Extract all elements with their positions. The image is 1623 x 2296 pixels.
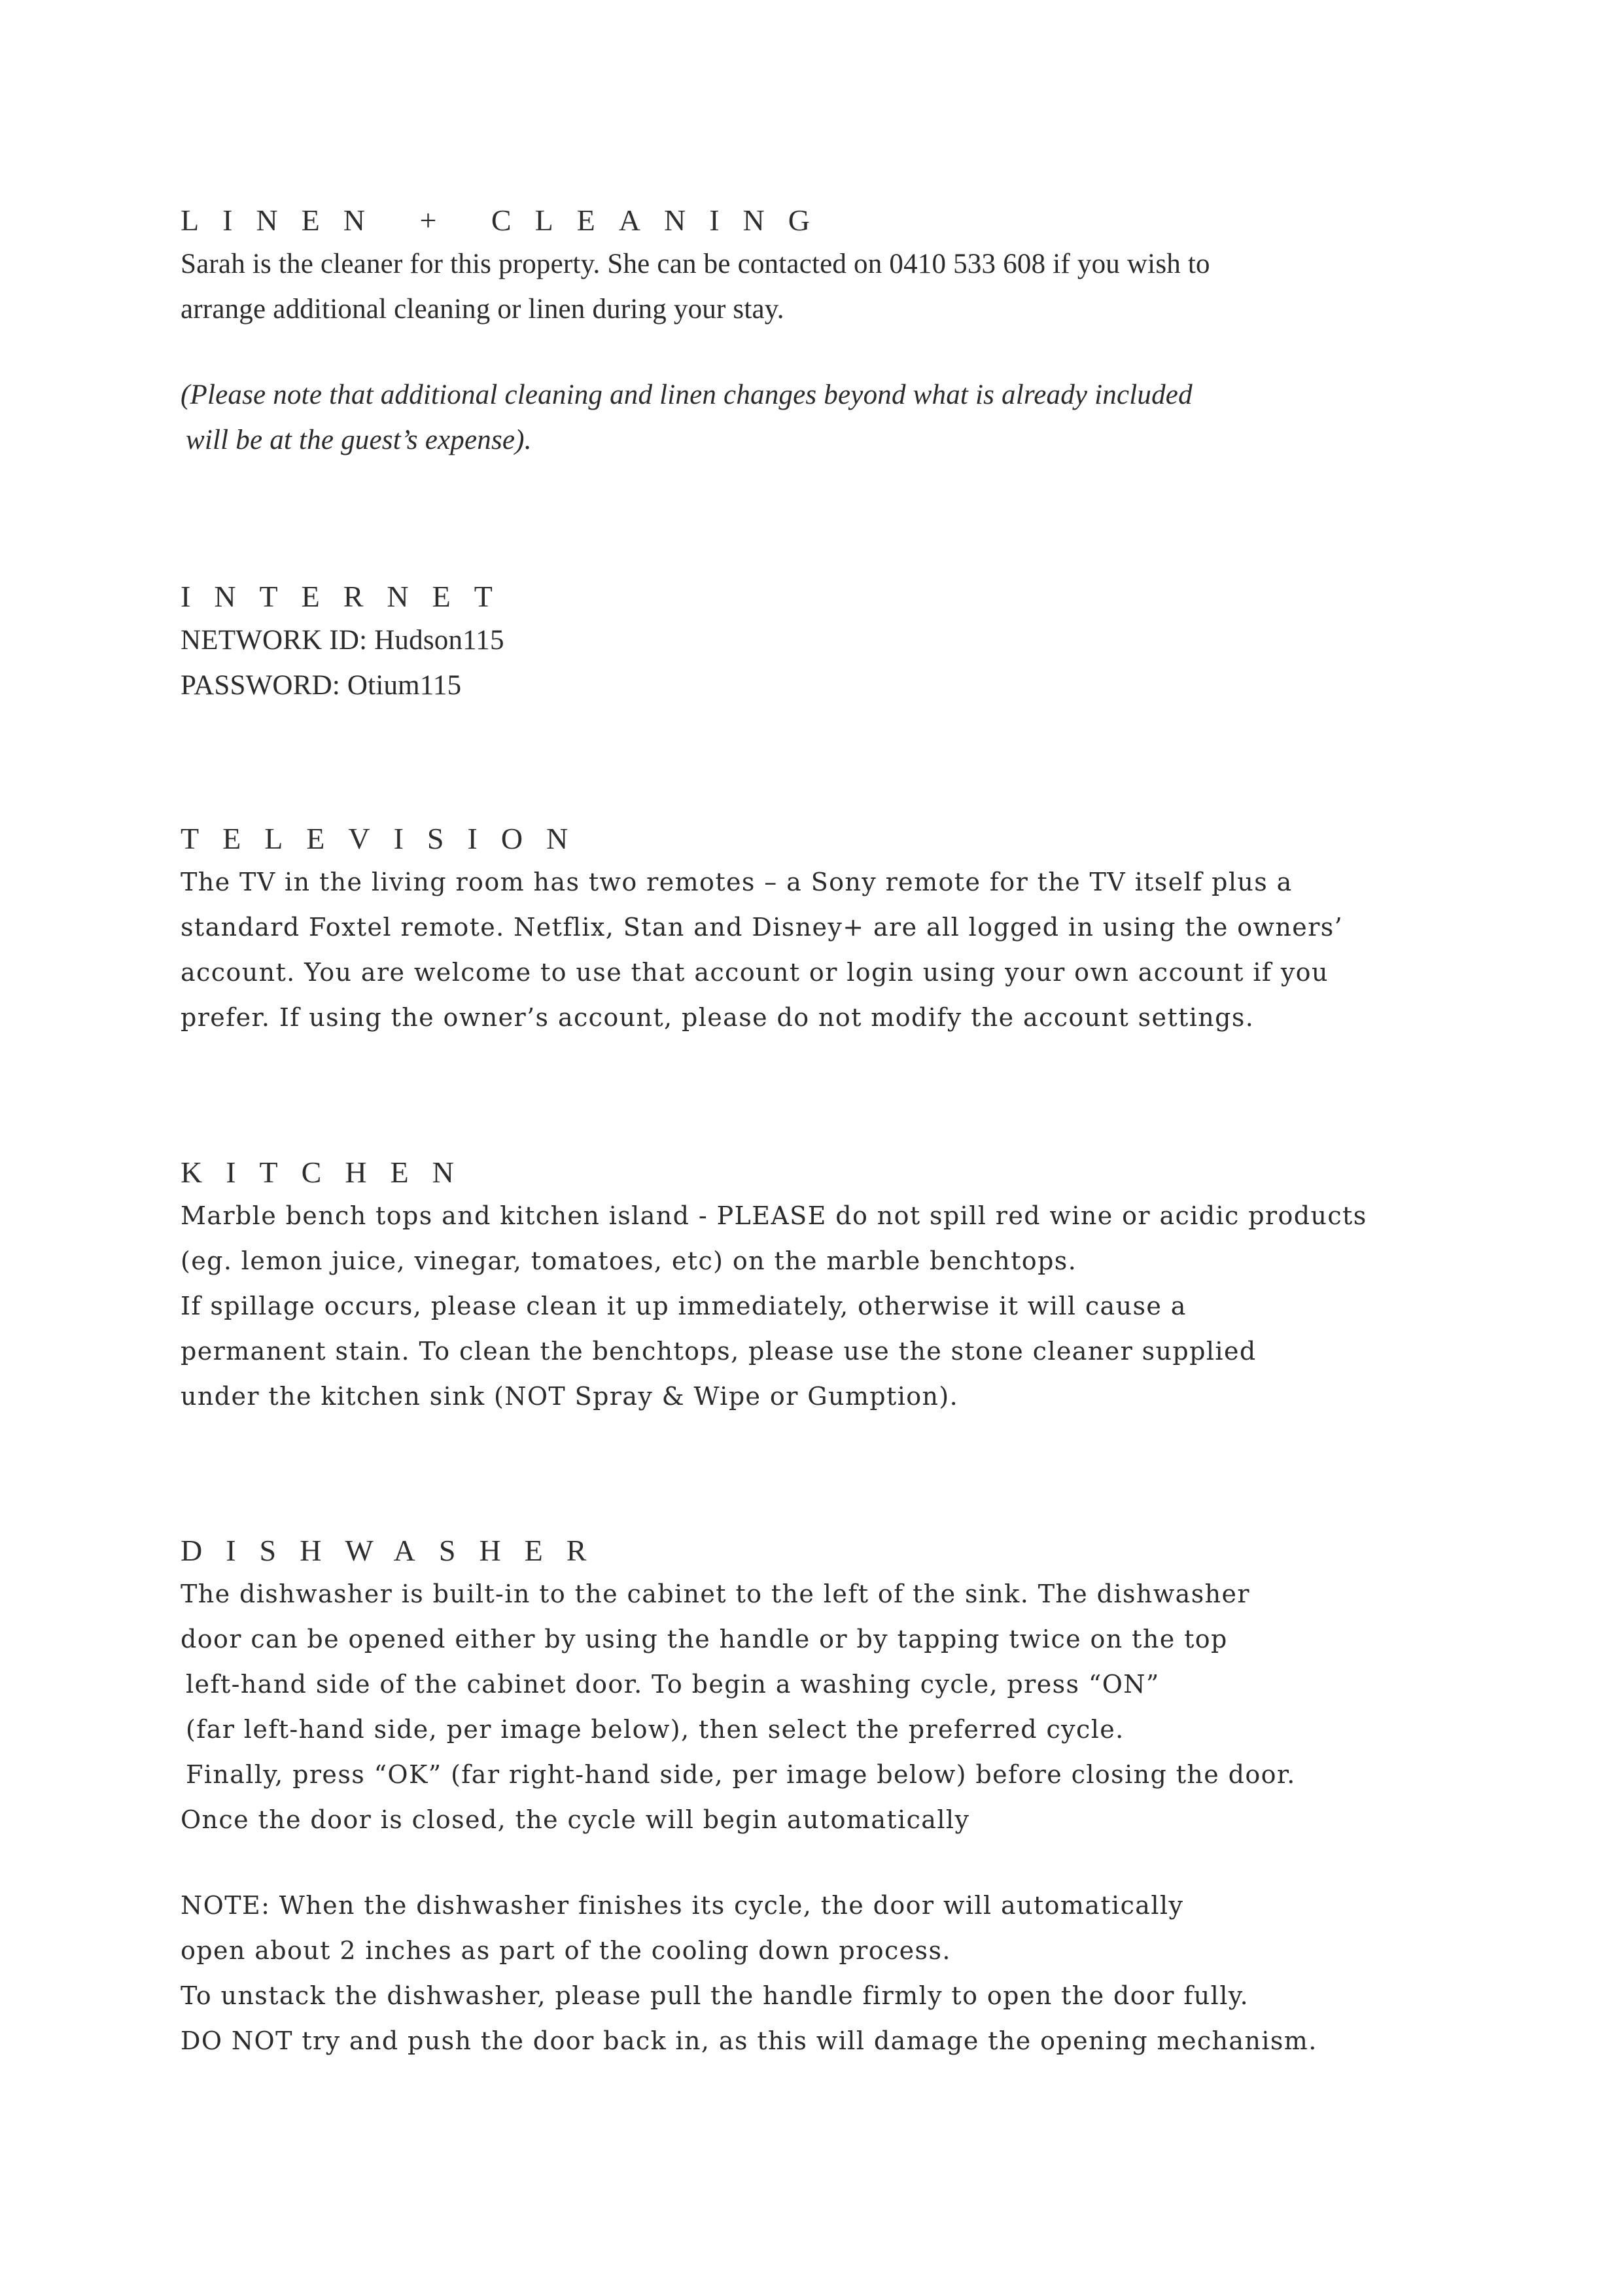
television-text-line: standard Foxtel remote. Netflix, Stan and Disney+ are all logged in using the owners’ [181,913,1344,942]
kitchen-text-line: under the kitchen sink (NOT Spray & Wipe or Gumption). [181,1382,959,1411]
linen-note-line: (Please note that additional cleaning and linen changes beyond what is already included [181,380,1193,410]
internet-section [181,576,1476,708]
kitchen-heading: KITCHEN [181,1156,478,1189]
linen-note-line: will be at the guest’s expense). [186,425,532,455]
network-id-line: NETWORK ID: Hudson115 [181,625,504,656]
kitchen-text-line: If spillage occurs, please clean it up immediately, otherwise it will cause a [181,1292,1187,1320]
kitchen-section [181,1152,1476,1419]
dishwasher-text-line: door can be opened either by using the handle or by tapping twice on the top [181,1625,1228,1653]
dishwasher-text-line: (far left-hand side, per image below), then select the preferred cycle. [186,1715,1125,1744]
television-text-line: prefer. If using the owner’s account, please do not modify the account settings. [181,1003,1255,1032]
internet-heading: INTERNET [181,580,516,613]
linen-text-line: arrange additional cleaning or linen during your stay. [181,294,784,325]
television-text-line: The TV in the living room has two remotes – a Sony remote for the TV itself plus a [181,868,1293,896]
dishwasher-text-line: Once the door is closed, the cycle will begin automatically [181,1805,970,1834]
television-text-line: account. You are welcome to use that account or login using your own account if you [181,958,1329,987]
dishwasher-text-line: left-hand side of the cabinet door. To begin a washing cycle, press “ON” [186,1670,1160,1699]
kitchen-text-line: (eg. lemon juice, vinegar, tomatoes, etc) on the marble benchtops. [181,1246,1077,1275]
television-heading: TELEVISION [181,822,592,855]
kitchen-text-line: Marble bench tops and kitchen island - PLEASE do not spill red wine or acidic products [181,1201,1367,1230]
dishwasher-note-line: open about 2 inches as part of the cooling down process. [181,1936,951,1965]
linen-text-line: Sarah is the cleaner for this property. She can be contacted on 0410 533 608 if you wish to [181,249,1210,279]
kitchen-text-line: permanent stain. To clean the benchtops, please use the stone cleaner supplied [181,1337,1257,1366]
dishwasher-note-line: DO NOT try and push the door back in, as this will damage the opening mechanism. [181,2026,1318,2055]
dishwasher-section [181,1530,1476,2064]
password-line: PASSWORD: Otium115 [181,670,462,701]
linen-cleaning-heading: LINEN + CLEANING [181,203,833,237]
dishwasher-note-line: To unstack the dishwasher, please pull the handle firmly to open the door fully. [181,1981,1249,2010]
linen-cleaning-section [181,200,1476,463]
dishwasher-text-line: Finally, press “OK” (far right-hand side, per image below) before closing the door. [186,1760,1296,1789]
dishwasher-heading: DISHWASHER [181,1534,610,1567]
dishwasher-note-line: NOTE: When the dishwasher finishes its cycle, the door will automatically [181,1891,1184,1920]
television-section [181,818,1476,1040]
dishwasher-text-line: The dishwasher is built-in to the cabinet to the left of the sink. The dishwasher [181,1580,1250,1608]
